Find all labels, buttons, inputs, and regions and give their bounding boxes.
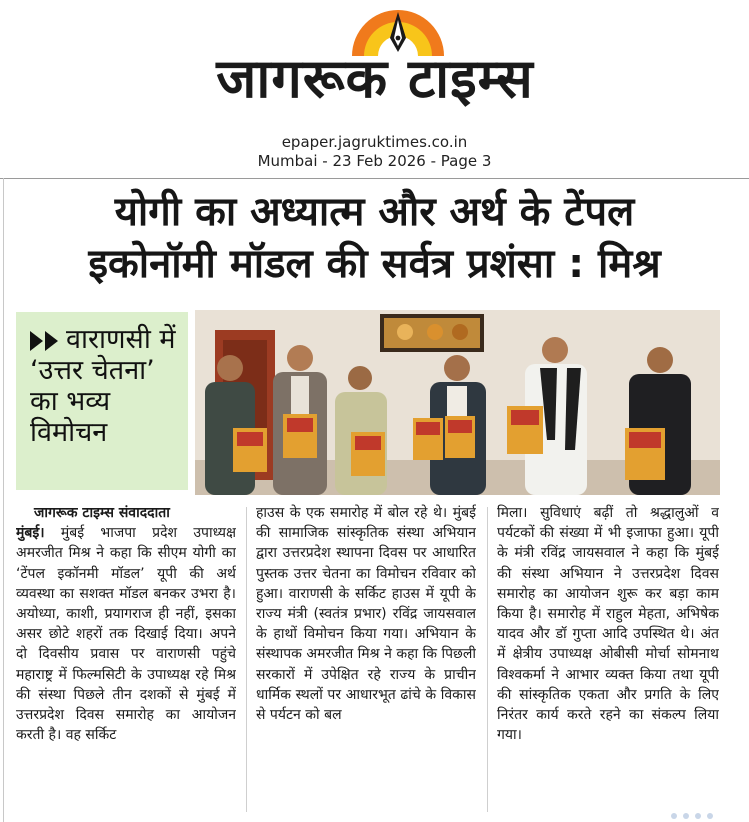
subheadline-text	[30, 324, 182, 448]
article-body	[16, 503, 720, 815]
article-headline	[0, 186, 749, 290]
masthead	[0, 0, 749, 120]
headline-line-2: इकोनॉमी मॉडल की सर्वत्र प्रशंसा : मिश्र	[88, 241, 661, 287]
article-column-1	[16, 503, 236, 815]
book-launch-photo	[195, 310, 720, 495]
footer-dots-icon	[668, 812, 728, 820]
column-3-text: मिला। सुविधाएं बढ़ीं तो श्रद्धालुओं व पर्यटकों की संख्या में भी इजाफा हुआ। यूपी के मंत्री रविंद्र जायसवाल ने कहा कि मुंबई की संस्था अभियान ने उत्तरप्रदेश दिवस समारोह का आयोजन शुरू कर बड़ा काम किया है। समारोह में राहुल मेहता, अभिषेक यादव और डॉ गुप्ता आदि उपस्थित थे। अंत में क्षेत्रीय उपाध्यक्ष ओबीसी मोर्चा सोमनाथ विश्वकर्मा ने आभार व्यक्त किया तथा यूपी की सांस्कृतिक एकता और प्रगति के लिए निरंतर कार्य करते रहने का संकल्प लिया गया।	[497, 505, 719, 744]
newspaper-logo-text: जागरूक टाइम्स	[216, 47, 534, 110]
headline-line-1: योगी का अध्यात्म और अर्थ के टेंपल	[114, 189, 635, 235]
subheadline-box	[16, 312, 188, 490]
column-1-text: मुंबई भाजपा प्रदेश उपाध्यक्ष अमरजीत मिश्र ने कहा कि सीएम योगी का ‘टेंपल इकॉनमी मॉडल’ यूपी की अर्थ व्यवस्था का सशक्त मॉडल बनकर उभरा है। अयोध्या, काशी, प्रयागराज ही नहीं, इसका असर छोटे शहरों तक दिखाई दिया। अपने दो दिवसीय प्रवास पर वाराणसी पहुंचे महाराष्ट्र में फिल्मसिटी के उपाध्यक्ष रहे मिश्र की संस्था पिछले तीन दशकों से मुंबई में उत्तरप्रदेश दिवस समारोह का आयोजन करती है। वह सर्किट	[16, 525, 236, 744]
dateline: मुंबई।	[16, 525, 45, 542]
article-column-2	[256, 503, 476, 815]
epaper-url[interactable]: epaper.jagruktimes.co.in	[281, 133, 468, 151]
column-divider	[487, 507, 488, 812]
column-divider	[246, 507, 247, 812]
edition-info: Mumbai - 23 Feb 2026 - Page 3	[257, 152, 492, 170]
article-column-3	[497, 503, 719, 815]
byline: जागरूक टाइम्स संवाददाता	[34, 505, 170, 521]
double-triangle-icon	[30, 331, 60, 351]
header-divider	[0, 178, 749, 179]
column-2-text: हाउस के एक समारोह में बोल रहे थे। मुंबई की सामाजिक सांस्कृतिक संस्था अभियान द्वारा उत्तरप्रदेश स्थापना दिवस पर आधारित पुस्तक उत्तर चेतना का विमोचन रविवार को हुआ। वाराणसी के सर्किट हाउस में यूपी के राज्य मंत्री (स्वतंत्र प्रभार) रविंद्र जायसवाल के हाथों विमोचन किया गया। अभियान के संस्थापक अमरजीत मिश्र ने कहा कि पिछली सरकारों में उपेक्षित रहे राज्य के प्राचीन धार्मिक स्थलों पर आधारभूत ढांचे के विकास से पर्यटन को बल	[256, 505, 476, 724]
subheadline-label: वाराणसी में ‘उत्तर चेतना’ का भव्य विमोचन	[30, 324, 176, 448]
